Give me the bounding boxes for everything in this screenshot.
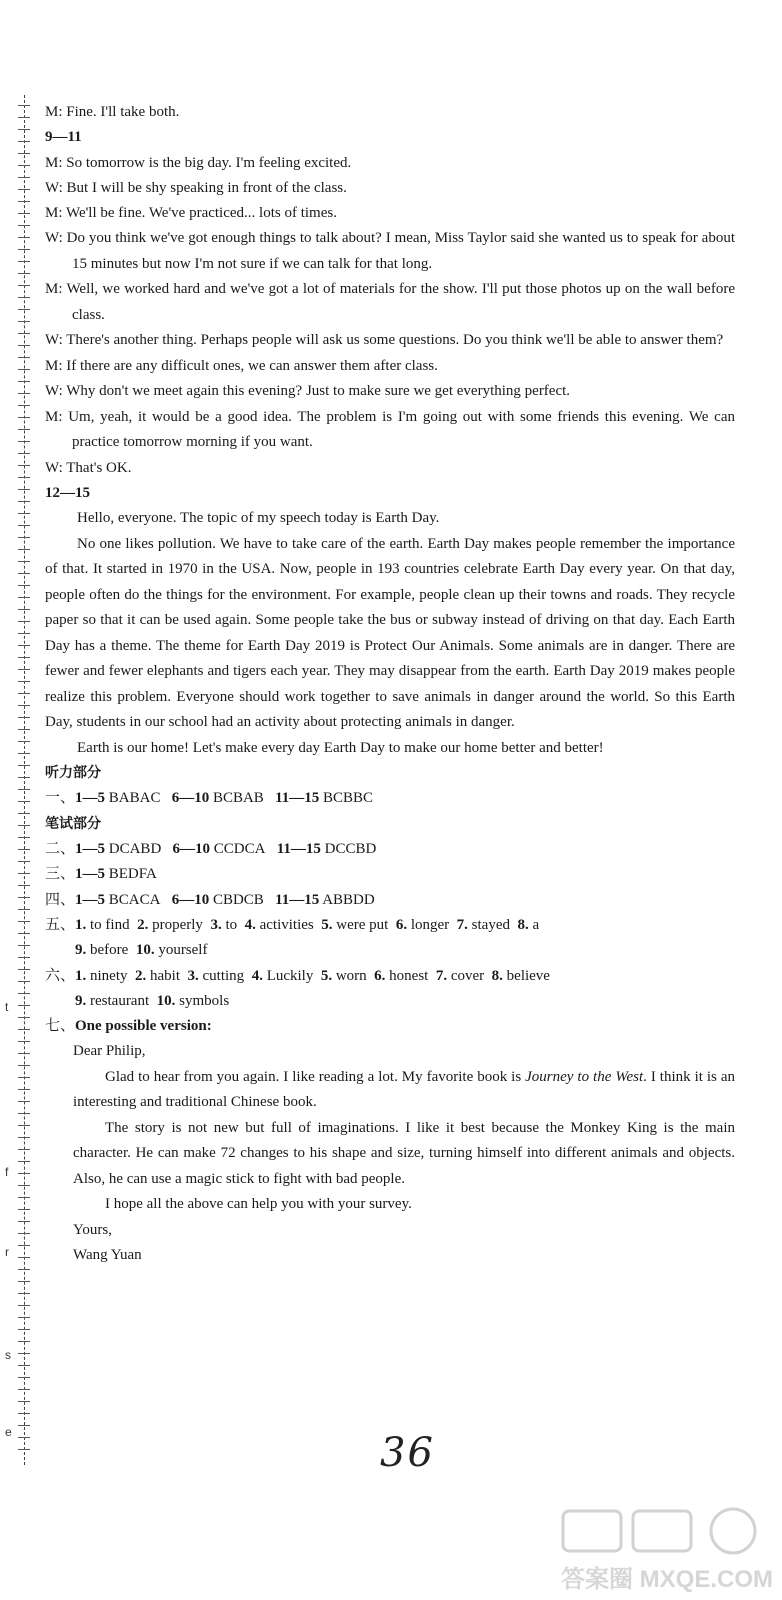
margin-cross-mark xyxy=(18,549,30,550)
item-number: 10. xyxy=(135,942,155,959)
answer-letters: CBDCB xyxy=(212,891,264,908)
margin-cross-mark xyxy=(18,885,30,886)
letter-paragraph: I hope all the above can help you with your survey. xyxy=(105,1196,412,1213)
item-answer: honest xyxy=(389,967,429,984)
margin-cross-mark xyxy=(18,297,30,298)
answer-row-2 xyxy=(45,837,735,862)
margin-cross-mark xyxy=(18,897,30,898)
margin-letter: t xyxy=(5,1000,9,1014)
section-heading-9-11: 9—11 xyxy=(45,129,82,146)
item-number: 2. xyxy=(137,916,149,933)
listening-title: 听力部分 xyxy=(45,765,101,782)
margin-cross-mark xyxy=(18,729,30,730)
margin-cross-mark xyxy=(18,1269,30,1270)
letter-closing: Yours, xyxy=(73,1221,112,1238)
margin-cross-mark xyxy=(18,1377,30,1378)
row-prefix: 五、 xyxy=(45,916,76,933)
item-number: 4. xyxy=(244,916,256,933)
margin-cross-mark xyxy=(18,1305,30,1306)
dialogue-line: M: If there are any difficult ones, we can answer them after class. xyxy=(45,357,438,374)
margin-cross-mark xyxy=(18,861,30,862)
margin-cross-mark xyxy=(18,741,30,742)
margin-cross-mark xyxy=(18,477,30,478)
item-answer: symbols xyxy=(179,992,230,1009)
margin-cross-mark xyxy=(18,1281,30,1282)
margin-cross-mark xyxy=(18,933,30,934)
margin-cross-mark xyxy=(18,129,30,130)
watermark-logo xyxy=(555,1505,780,1595)
margin-cross-mark xyxy=(18,525,30,526)
margin-cross-mark xyxy=(18,1185,30,1186)
margin-cross-mark xyxy=(18,1389,30,1390)
margin-cross-mark xyxy=(18,1173,30,1174)
margin-cross-mark xyxy=(18,1089,30,1090)
margin-cross-mark xyxy=(18,597,30,598)
margin-cross-mark xyxy=(18,705,30,706)
answer-row-3 xyxy=(45,862,735,887)
item-number: 1. xyxy=(75,967,87,984)
margin-cross-mark xyxy=(18,309,30,310)
dialogue-line: W: There's another thing. Perhaps people will ask us some questions. Do you think we'll be able to answer them? xyxy=(45,332,724,349)
margin-cross-mark xyxy=(18,141,30,142)
row-prefix: 七、 xyxy=(45,1018,76,1035)
answer-letters: CCDCA xyxy=(213,841,266,858)
margin-cross-mark xyxy=(18,993,30,994)
dialogue-line: M: Fine. I'll take both. xyxy=(45,104,180,120)
item-number: 3. xyxy=(210,916,222,933)
item-number: 5. xyxy=(321,916,333,933)
item-answer: worn xyxy=(335,967,367,984)
margin-cross-mark xyxy=(18,1197,30,1198)
item-answer: restaurant xyxy=(90,992,150,1009)
margin-cross-mark xyxy=(18,465,30,466)
letter-signature: Wang Yuan xyxy=(73,1247,142,1264)
margin-cross-mark xyxy=(18,1113,30,1114)
item-answer: a xyxy=(532,916,540,933)
margin-cross-mark xyxy=(18,693,30,694)
answer-row-7 xyxy=(45,1014,735,1039)
dialogue-line: M: Well, we worked hard and we've got a lot of materials for the show. I'll put those photos up on the wall before class. xyxy=(45,281,735,323)
answer-row-4 xyxy=(45,888,735,913)
margin-cross-mark xyxy=(18,1413,30,1414)
margin-cross-mark xyxy=(18,777,30,778)
binding-margin-line xyxy=(24,95,25,1465)
margin-cross-mark xyxy=(18,117,30,118)
item-answer: yourself xyxy=(158,942,208,959)
item-answer: before xyxy=(90,942,129,959)
watermark-text: 答案圈 MXQE.COM xyxy=(560,1566,774,1593)
item-answer: Luckily xyxy=(266,967,314,984)
margin-cross-mark xyxy=(18,393,30,394)
item-answer: cutting xyxy=(202,967,245,984)
speech-paragraph: Earth is our home! Let's make every day Earth Day to make our home better and better! xyxy=(77,739,604,756)
margin-cross-mark xyxy=(18,249,30,250)
row-prefix: 三、 xyxy=(45,866,76,883)
margin-cross-mark xyxy=(18,1365,30,1366)
margin-cross-mark xyxy=(18,489,30,490)
margin-cross-mark xyxy=(18,945,30,946)
margin-cross-mark xyxy=(18,645,30,646)
margin-cross-mark xyxy=(18,189,30,190)
margin-cross-mark xyxy=(18,981,30,982)
margin-cross-mark xyxy=(18,1017,30,1018)
margin-cross-mark xyxy=(18,1077,30,1078)
item-number: 8. xyxy=(517,916,529,933)
answer-letters: BEDFA xyxy=(108,866,157,883)
margin-cross-mark xyxy=(18,201,30,202)
margin-cross-mark xyxy=(18,957,30,958)
margin-cross-mark xyxy=(18,1125,30,1126)
answer-range: 11—15 xyxy=(275,790,320,807)
margin-cross-mark xyxy=(18,1209,30,1210)
answer-range: 6—10 xyxy=(171,790,210,807)
margin-letter: e xyxy=(5,1425,12,1439)
margin-cross-mark xyxy=(18,1005,30,1006)
item-number: 10. xyxy=(156,992,176,1009)
margin-cross-mark xyxy=(18,1053,30,1054)
margin-cross-mark xyxy=(18,1065,30,1066)
margin-cross-mark xyxy=(18,1149,30,1150)
answer-letters: DCABD xyxy=(108,841,162,858)
margin-cross-mark xyxy=(18,1233,30,1234)
margin-cross-mark xyxy=(18,273,30,274)
margin-cross-mark xyxy=(18,573,30,574)
margin-cross-mark xyxy=(18,429,30,430)
item-answer: to xyxy=(225,916,238,933)
margin-cross-mark xyxy=(18,753,30,754)
margin-cross-mark xyxy=(18,1353,30,1354)
margin-cross-mark xyxy=(18,237,30,238)
margin-cross-mark xyxy=(18,909,30,910)
item-answer: habit xyxy=(150,967,181,984)
margin-cross-mark xyxy=(18,921,30,922)
row-prefix: 二、 xyxy=(45,841,76,858)
answer-range: 11—15 xyxy=(275,891,320,908)
margin-cross-mark xyxy=(18,1329,30,1330)
speech-paragraph: No one likes pollution. We have to take care of the earth. Earth Day makes people remember the importance of that. It started in 1970 in the USA. Now, people in 193 countries celebrate Earth Day every year. On that day, people often do the things for the environment. For example, people clean up their towns and roads. They recycle paper so that it can be used again. Some people take the bus or subway instead of driving on that day. Each Earth Day has a theme. The theme for Earth Day 2019 is Protect Our Animals. Some animals are in danger. There are fewer and fewer elephants and tigers each year. They may disappear from the earth. Earth Day 2019 makes people realize this problem. Everyone should work together to save animals in danger around the world. So this Earth Day, students in our school had an activity about protecting animals in danger. xyxy=(45,535,735,731)
margin-cross-mark xyxy=(18,417,30,418)
answer-letters: BCACA xyxy=(108,891,161,908)
item-answer: believe xyxy=(506,967,550,984)
margin-cross-mark xyxy=(18,801,30,802)
margin-cross-mark xyxy=(18,657,30,658)
answer-key-content xyxy=(45,100,735,1268)
row-prefix: 六、 xyxy=(45,967,76,984)
item-answer: cover xyxy=(450,967,485,984)
margin-cross-mark xyxy=(18,1425,30,1426)
watermark-glyph-frame xyxy=(711,1509,755,1553)
margin-cross-mark xyxy=(18,1101,30,1102)
row-prefix: 一、 xyxy=(45,790,76,807)
item-answer: properly xyxy=(152,916,203,933)
margin-cross-mark xyxy=(18,165,30,166)
margin-cross-mark xyxy=(18,1245,30,1246)
item-number: 7. xyxy=(435,967,448,984)
answer-row-5 xyxy=(45,913,735,938)
answer-letters: BCBAB xyxy=(212,790,264,807)
letter-text: . I think it is an interesting and traditional Chinese book. xyxy=(73,1068,735,1111)
item-answer: ninety xyxy=(90,967,128,984)
margin-cross-mark xyxy=(18,501,30,502)
margin-cross-mark xyxy=(18,789,30,790)
answer-range: 6—10 xyxy=(171,891,210,908)
margin-letter: r xyxy=(5,1245,9,1259)
item-number: 6. xyxy=(374,967,386,984)
watermark-glyph-frame xyxy=(563,1511,621,1551)
item-number: 9. xyxy=(75,942,87,959)
margin-cross-mark xyxy=(18,369,30,370)
margin-cross-mark xyxy=(18,669,30,670)
section-heading-12-15: 12—15 xyxy=(45,484,90,501)
margin-cross-mark xyxy=(18,969,30,970)
dialogue-line: M: Um, yeah, it would be a good idea. The problem is I'm going out with some friends this evening. We can practice tomorrow morning if you want. xyxy=(45,408,735,451)
margin-cross-mark xyxy=(18,681,30,682)
letter-greeting: Dear Philip, xyxy=(73,1043,146,1060)
margin-cross-mark xyxy=(18,381,30,382)
margin-cross-mark xyxy=(18,321,30,322)
margin-cross-mark xyxy=(18,1317,30,1318)
margin-cross-mark xyxy=(18,441,30,442)
item-answer: were put xyxy=(336,916,389,933)
margin-cross-mark xyxy=(18,177,30,178)
margin-cross-mark xyxy=(18,1041,30,1042)
margin-cross-mark xyxy=(18,1029,30,1030)
margin-cross-mark xyxy=(18,873,30,874)
letter-paragraph xyxy=(45,1065,735,1116)
dialogue-line: M: We'll be fine. We've practiced... lots of times. xyxy=(45,205,337,222)
answer-row-6-cont xyxy=(45,989,735,1014)
dialogue-line: W: Do you think we've got enough things to talk about? I mean, Miss Taylor said she wanted us to speak for about 15 minutes but now I'm not sure if we can talk for that long. xyxy=(45,230,735,272)
margin-cross-mark xyxy=(18,1221,30,1222)
item-answer: activities xyxy=(259,916,314,933)
margin-cross-mark xyxy=(18,261,30,262)
answer-range: 11—15 xyxy=(276,841,321,858)
dialogue-line: W: That's OK. xyxy=(45,459,132,476)
answer-letters: DCCBD xyxy=(324,841,377,858)
margin-letter: s xyxy=(5,1348,11,1362)
answer-range: 1—5 xyxy=(75,866,106,883)
answer-range: 6—10 xyxy=(172,841,211,858)
margin-cross-mark xyxy=(18,1449,30,1450)
item-answer: to find xyxy=(90,916,130,933)
margin-cross-mark xyxy=(18,285,30,286)
margin-letter: f xyxy=(5,1165,9,1179)
answer-row-6 xyxy=(45,964,735,989)
margin-cross-mark xyxy=(18,357,30,358)
item-number: 8. xyxy=(491,967,503,984)
writing-title: 笔试部分 xyxy=(45,815,101,832)
answer-letters: BABAC xyxy=(108,790,161,807)
margin-cross-mark xyxy=(18,225,30,226)
margin-cross-mark xyxy=(18,1293,30,1294)
margin-cross-mark xyxy=(18,1341,30,1342)
answer-range: 1—5 xyxy=(75,790,106,807)
margin-cross-mark xyxy=(18,1257,30,1258)
margin-cross-mark xyxy=(18,621,30,622)
margin-cross-mark xyxy=(18,837,30,838)
item-number: 9. xyxy=(75,992,87,1009)
answer-range: 1—5 xyxy=(75,841,106,858)
margin-cross-mark xyxy=(18,633,30,634)
margin-cross-mark xyxy=(18,333,30,334)
handwritten-page-number: 36 xyxy=(380,1430,435,1476)
margin-cross-mark xyxy=(18,153,30,154)
answer-row-1 xyxy=(45,786,735,811)
dialogue-line: W: Why don't we meet again this evening? Just to make sure we get everything perfect. xyxy=(45,383,571,400)
answer-letters: ABBDD xyxy=(322,891,375,908)
margin-cross-mark xyxy=(18,825,30,826)
margin-cross-mark xyxy=(18,1137,30,1138)
watermark-glyph-frame xyxy=(633,1511,691,1551)
margin-cross-mark xyxy=(18,513,30,514)
letter-paragraph: The story is not new but full of imaginations. I like it best because the Monkey King is the main character. He can make 72 changes to his shape and size, turning himself into different animals and objects. Also, he can use a magic stick to fight with bad people. xyxy=(73,1119,735,1187)
margin-cross-mark xyxy=(18,537,30,538)
margin-cross-mark xyxy=(18,345,30,346)
margin-cross-mark xyxy=(18,1437,30,1438)
margin-cross-mark xyxy=(18,717,30,718)
item-number: 7. xyxy=(456,916,468,933)
answer-row-5-cont xyxy=(45,938,735,963)
margin-cross-mark xyxy=(18,405,30,406)
row-prefix: 四、 xyxy=(45,891,76,908)
answer-range: 1—5 xyxy=(75,891,106,908)
margin-cross-mark xyxy=(18,561,30,562)
answer-letters: BCBBC xyxy=(323,790,374,807)
letter-text: Glad to hear from you again. I like reading a lot. My favorite book is xyxy=(105,1068,526,1085)
margin-cross-mark xyxy=(18,213,30,214)
item-number: 6. xyxy=(395,916,408,933)
margin-cross-mark xyxy=(18,1401,30,1402)
dialogue-line: M: So tomorrow is the big day. I'm feeling excited. xyxy=(45,154,352,171)
margin-cross-mark xyxy=(18,453,30,454)
item-number: 2. xyxy=(135,967,147,984)
margin-cross-mark xyxy=(18,585,30,586)
margin-cross-mark xyxy=(18,105,30,106)
item-answer: stayed xyxy=(471,916,510,933)
item-number: 1. xyxy=(75,916,87,933)
book-title: Journey to the West xyxy=(525,1068,644,1085)
item-answer: longer xyxy=(410,916,450,933)
margin-cross-mark xyxy=(18,609,30,610)
sample-essay-title: One possible version: xyxy=(75,1018,212,1035)
speech-paragraph: Hello, everyone. The topic of my speech today is Earth Day. xyxy=(77,510,440,527)
margin-cross-mark xyxy=(18,849,30,850)
margin-cross-mark xyxy=(18,1161,30,1162)
item-number: 4. xyxy=(251,967,263,984)
item-number: 3. xyxy=(187,967,199,984)
dialogue-line: W: But I will be shy speaking in front of the class. xyxy=(45,179,347,196)
item-number: 5. xyxy=(320,967,333,984)
margin-cross-mark xyxy=(18,813,30,814)
margin-cross-mark xyxy=(18,765,30,766)
